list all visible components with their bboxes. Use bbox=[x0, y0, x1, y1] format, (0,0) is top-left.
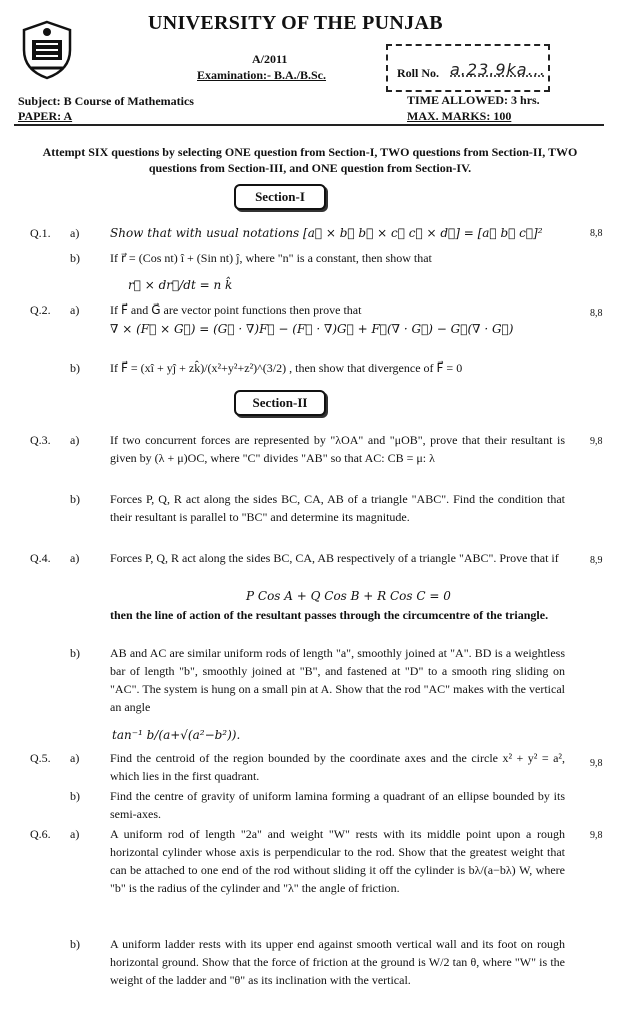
question-text: then the line of action of the resultant passes through the circumcentre of the triangle. bbox=[110, 608, 549, 622]
question-marks: 9,8 bbox=[590, 830, 603, 841]
equation: r⃗ × dr⃗/dt = n k̂ bbox=[128, 278, 233, 292]
section-2-heading: Section-II bbox=[234, 390, 326, 416]
part-label: b) bbox=[70, 492, 80, 506]
part-label: a) bbox=[70, 751, 80, 765]
paper-label: PAPER: A bbox=[18, 109, 73, 123]
question-text: Forces P, Q, R act along the sides BC, CA, AB of a triangle "ABC". Find the condition that their resultant is parallel to "BC" and determine its magnitude. bbox=[110, 492, 565, 524]
question-text: Find the centroid of the region bounded by the coordinate axes and the circle x² + y² = a², which lies in the first quadrant. bbox=[110, 751, 565, 783]
university-title: UNIVERSITY OF THE PUNJAB bbox=[148, 12, 443, 34]
instructions: Attempt SIX questions by selecting ONE question from Section-I, TWO questions from Section-II, TWO questions from Section-III, and ONE question from Section-IV. bbox=[42, 145, 578, 175]
max-marks: MAX. MARKS: 100 bbox=[407, 109, 512, 123]
question-marks: 8,8 bbox=[590, 228, 603, 239]
part-label: a) bbox=[70, 226, 80, 240]
university-crest-logo bbox=[20, 20, 74, 80]
question-number: Q.1. bbox=[30, 226, 51, 240]
question-marks: 8,8 bbox=[590, 308, 603, 319]
part-label: b) bbox=[70, 361, 80, 375]
question-number: Q.5. bbox=[30, 751, 51, 765]
examination-label: Examination:- B.A./B.Sc. bbox=[197, 68, 327, 82]
exam-session: A/2011 bbox=[252, 52, 288, 66]
question-text: If F⃗ and G⃗ are vector point functions then prove that bbox=[110, 303, 362, 317]
header-divider bbox=[14, 124, 604, 126]
roll-number-value: a.23.9ka... bbox=[450, 60, 546, 79]
question-marks: 9,8 bbox=[590, 758, 603, 769]
question-text: Show that with usual notations [a⃗ × b⃗ b⃗ × c⃗ c⃗ × d⃗] = [a⃗ b⃗ c⃗]² bbox=[110, 226, 543, 240]
part-label: b) bbox=[70, 646, 80, 660]
question-number: Q.3. bbox=[30, 433, 51, 447]
part-label: a) bbox=[70, 827, 80, 841]
part-label: b) bbox=[70, 251, 80, 265]
question-text: Find the centre of gravity of uniform lamina forming a quadrant of an ellipse bounded by its semi-axes. bbox=[110, 789, 565, 821]
part-label: b) bbox=[70, 937, 80, 951]
question-number: Q.4. bbox=[30, 551, 51, 565]
part-label: a) bbox=[70, 303, 80, 317]
question-number: Q.2. bbox=[30, 303, 51, 317]
equation: tan⁻¹ b/(a+√(a²−b²)). bbox=[112, 728, 241, 742]
question-text: Forces P, Q, R act along the sides BC, CA, AB respectively of a triangle "ABC". Prove that if bbox=[110, 551, 559, 565]
part-label: a) bbox=[70, 433, 80, 447]
equation: P Cos A + Q Cos B + R Cos C = 0 bbox=[246, 589, 451, 603]
subject-label: Subject: B Course of Mathematics bbox=[18, 94, 194, 108]
question-number: Q.6. bbox=[30, 827, 51, 841]
question-text: If F⃗ = (xî + yĵ + zk̂)/(x²+y²+z²)^(3/2) , then show that divergence of F⃗ = 0 bbox=[110, 361, 463, 375]
part-label: b) bbox=[70, 789, 80, 803]
question-text: If r⃗ = (Cos nt) î + (Sin nt) ĵ, where "n" is a constant, then show that bbox=[110, 251, 432, 265]
roll-number-label: Roll No. bbox=[397, 66, 439, 80]
time-allowed: TIME ALLOWED: 3 hrs. bbox=[407, 93, 540, 107]
equation: ∇ × (F⃗ × G⃗) = (G⃗ · ∇)F⃗ − (F⃗ · ∇)G⃗ + F⃗(∇ · G⃗) − G⃗(∇ · G⃗) bbox=[110, 322, 514, 336]
question-text: A uniform rod of length "2a" and weight "W" rests with its middle point upon a rough horizontal cylinder whose axis is perpendicular to the rod. Show that the greatest weight that can be attached to one end of the rod without sliding it off the cylinder is bλ/(a−bλ) W, where "b" is the radius of the cylinder and "λ" the angle of friction. bbox=[110, 827, 565, 895]
question-text: AB and AC are similar uniform rods of length "a", smoothly joined at "A". BD is a weightless bar of length "b", smoothly joined at "B", and fastened at "D" to a smooth ring sliding on "AC". The system is hung on a small pin at A. Show that the rod "AC" makes with the vertical an angle bbox=[110, 646, 565, 714]
question-text: A uniform ladder rests with its upper end against smooth vertical wall and its foot on rough horizontal ground. Show that the force of friction at the ground is W/2 tan θ, where "W" is the weight of the ladder and "θ" as its inclination with the vertical. bbox=[110, 937, 565, 987]
question-text: If two concurrent forces are represented by "λOA" and "μOB", prove that their resultant is given by (λ + μ)OC, where "C" divides "AB" so that AC: CB = μ: λ bbox=[110, 433, 565, 465]
section-1-heading: Section-I bbox=[234, 184, 326, 210]
part-label: a) bbox=[70, 551, 80, 565]
question-marks: 9,8 bbox=[590, 436, 603, 447]
question-marks: 8,9 bbox=[590, 555, 603, 566]
